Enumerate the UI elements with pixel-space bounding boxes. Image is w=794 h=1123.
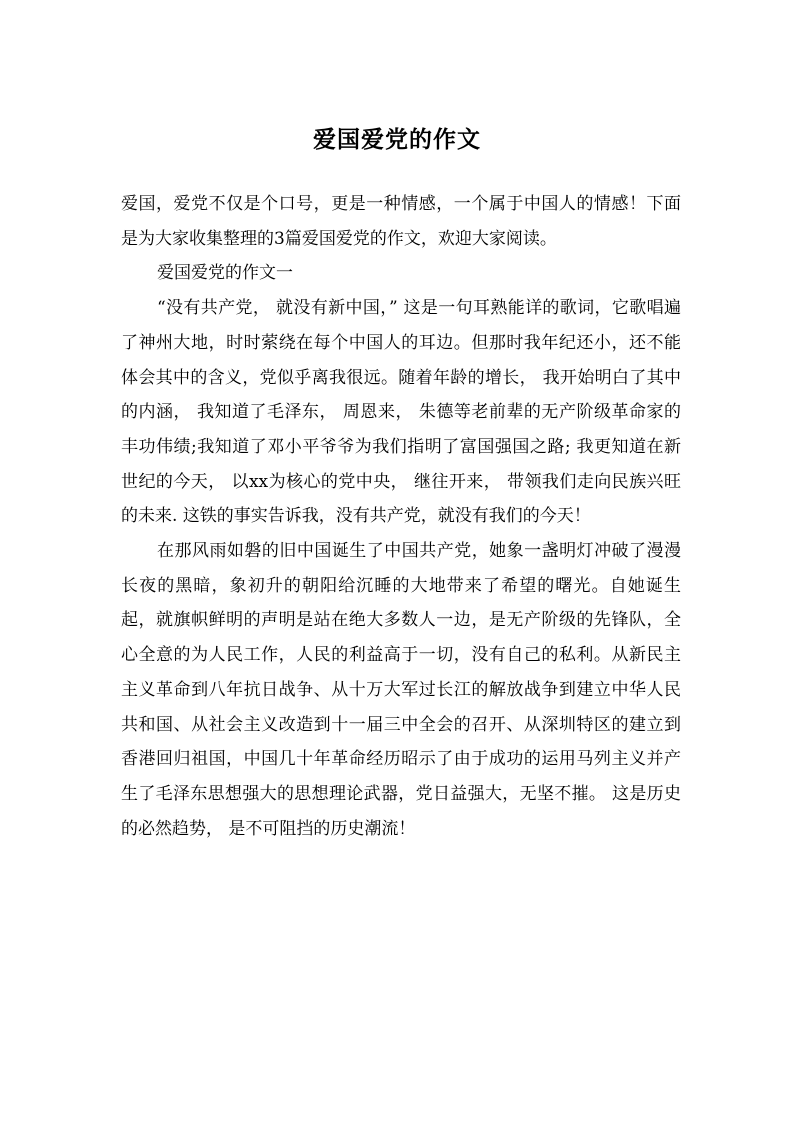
document-body	[121, 187, 681, 846]
body-paragraph: “没有共产党， 就没有新中国，” 这是一句耳熟能详的歌词，它歌唱遍了神州大地，时时萦绕在每个中国人的耳边。但那时我年纪还小，还不能体会其中的含义，党似乎离我很远。随着年龄的增长， 我开始明白了其中的内涵， 我知道了毛泽东， 周恩来， 朱德等老前辈的无产阶级革命家的丰功伟绩;我知道了邓小平爷爷为我们指明了富国强国之路; 我更知道在新世纪的今天， 以xx为核心的党中央， 继往开来， 带领我们走向民族兴旺的未来. 这铁的事实告诉我，没有共产党，就没有我们的今天！	[121, 298, 681, 527]
section-heading: 爱国爱党的作文一	[157, 263, 293, 284]
intro-paragraph: 爱国，爱党不仅是个口号，更是一种情感，一个属于中国人的情感！下面是为大家收集整理的3篇爱国爱党的作文，欢迎大家阅读。	[121, 194, 681, 249]
document-title: 爱国爱党的作文	[313, 126, 481, 153]
body-paragraph: 在那风雨如磐的旧中国诞生了中国共产党，她象一盏明灯冲破了漫漫长夜的黑暗，象初升的朝阳给沉睡的大地带来了希望的曙光。自她诞生起，就旗帜鲜明的声明是站在绝大多数人一边，是无产阶级的先锋队，全心全意的为人民工作，人民的利益高于一切，没有自己的私利。从新民主主义革命到八年抗日战争、从十万大军过长江的解放战争到建立中华人民共和国、从社会主义改造到十一届三中全会的召开、从深圳特区的建立到香港回归祖国，中国几十年革命经历昭示了由于成功的运用马列主义并产生了毛泽东思想强大的思想理论武器，党日益强大，无坚不摧。 这是历史的必然趋势， 是不可阻挡的历史潮流！	[121, 541, 681, 839]
